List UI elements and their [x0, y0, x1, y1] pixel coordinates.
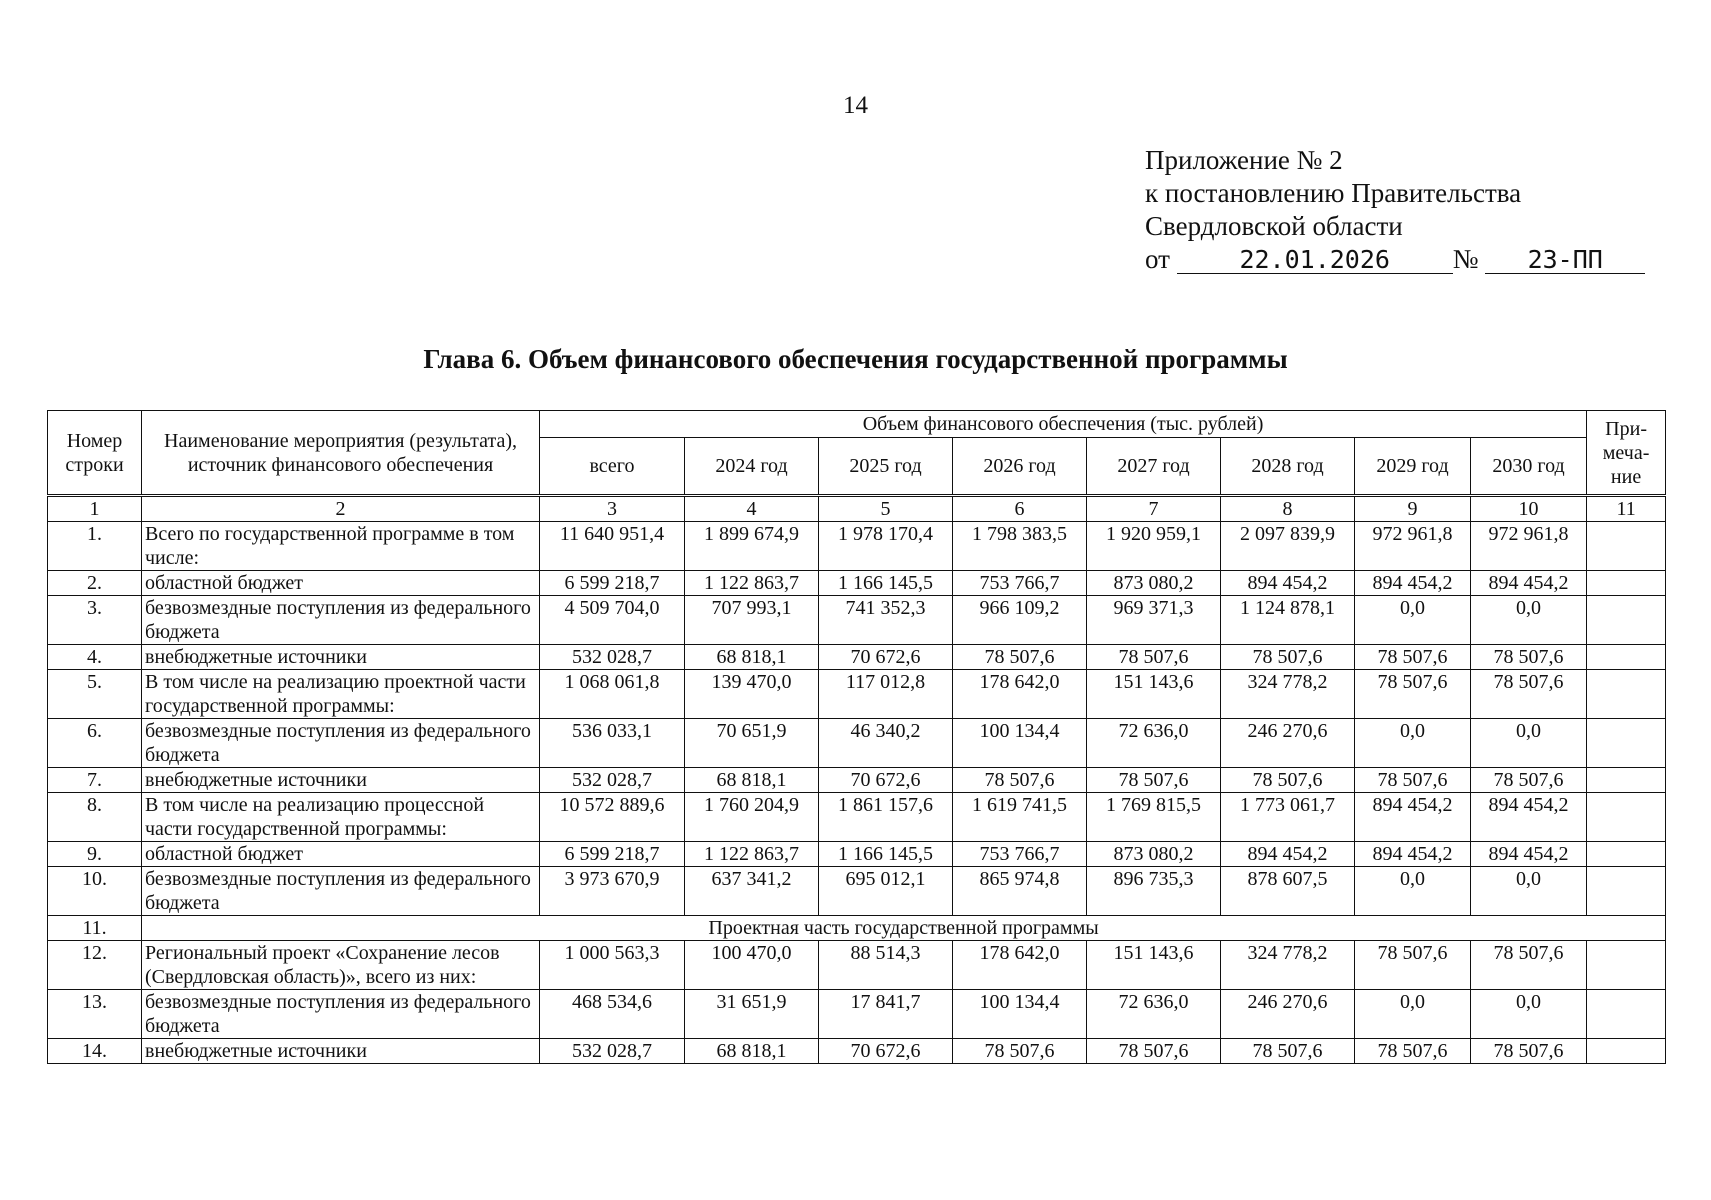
row-number: 10.: [48, 867, 142, 916]
annex-date-line: [1145, 243, 1645, 276]
column-number: 3: [540, 496, 685, 522]
cell-total: 10 572 889,6: [540, 793, 685, 842]
cell-year-value: 88 514,3: [819, 941, 953, 990]
cell-year-value: 878 607,5: [1221, 867, 1355, 916]
annex-title: Приложение № 2: [1145, 145, 1343, 175]
table-row: [48, 990, 1666, 1039]
cell-year-value: 246 270,6: [1221, 719, 1355, 768]
cell-total: 536 033,1: [540, 719, 685, 768]
row-name: Региональный проект «Сохранение лесов (Свердловская область)», всего из них:: [142, 941, 540, 990]
cell-year-value: 1 122 863,7: [685, 571, 819, 596]
table-row: [48, 670, 1666, 719]
header-year: 2027 год: [1087, 438, 1221, 496]
cell-year-value: 324 778,2: [1221, 670, 1355, 719]
row-name: внебюджетные источники: [142, 1039, 540, 1064]
cell-note: [1587, 596, 1666, 645]
cell-total: 6 599 218,7: [540, 842, 685, 867]
cell-year-value: 78 507,6: [953, 645, 1087, 670]
cell-year-value: 1 122 863,7: [685, 842, 819, 867]
column-number: 5: [819, 496, 953, 522]
cell-year-value: 151 143,6: [1087, 670, 1221, 719]
cell-year-value: 966 109,2: [953, 596, 1087, 645]
header-year: 2025 год: [819, 438, 953, 496]
column-number: 8: [1221, 496, 1355, 522]
resolution-number: 23-ПП: [1485, 247, 1645, 274]
cell-year-value: 78 507,6: [1087, 768, 1221, 793]
row-name: безвозмездные поступления из федерального бюджета: [142, 719, 540, 768]
cell-year-value: 1 861 157,6: [819, 793, 953, 842]
header-row-number: Номер строки: [48, 411, 142, 496]
cell-total: 468 534,6: [540, 990, 685, 1039]
table-row: [48, 719, 1666, 768]
cell-year-value: 78 507,6: [1355, 670, 1471, 719]
cell-year-value: 0,0: [1471, 867, 1587, 916]
cell-year-value: 72 636,0: [1087, 719, 1221, 768]
cell-note: [1587, 793, 1666, 842]
table-row: [48, 941, 1666, 990]
cell-year-value: 68 818,1: [685, 645, 819, 670]
cell-year-value: 117 012,8: [819, 670, 953, 719]
cell-total: 532 028,7: [540, 1039, 685, 1064]
cell-year-value: 78 507,6: [1221, 768, 1355, 793]
cell-year-value: 894 454,2: [1471, 842, 1587, 867]
cell-year-value: 1 760 204,9: [685, 793, 819, 842]
cell-year-value: 78 507,6: [1355, 941, 1471, 990]
cell-note: [1587, 990, 1666, 1039]
cell-year-value: 753 766,7: [953, 842, 1087, 867]
row-name: безвозмездные поступления из федерального бюджета: [142, 596, 540, 645]
cell-year-value: 151 143,6: [1087, 941, 1221, 990]
cell-year-value: 894 454,2: [1355, 571, 1471, 596]
cell-year-value: 972 961,8: [1471, 522, 1587, 571]
cell-year-value: 78 507,6: [1471, 670, 1587, 719]
cell-year-value: 178 642,0: [953, 941, 1087, 990]
row-number: 4.: [48, 645, 142, 670]
cell-total: 4 509 704,0: [540, 596, 685, 645]
header-year: 2028 год: [1221, 438, 1355, 496]
cell-year-value: 78 507,6: [1471, 941, 1587, 990]
cell-year-value: 2 097 839,9: [1221, 522, 1355, 571]
cell-total: 6 599 218,7: [540, 571, 685, 596]
cell-year-value: 1 166 145,5: [819, 571, 953, 596]
row-name: внебюджетные источники: [142, 645, 540, 670]
table-row: [48, 645, 1666, 670]
cell-year-value: 78 507,6: [1355, 1039, 1471, 1064]
cell-note: [1587, 719, 1666, 768]
cell-year-value: 72 636,0: [1087, 990, 1221, 1039]
cell-year-value: 896 735,3: [1087, 867, 1221, 916]
row-name: В том числе на реализацию процессной части государственной программы:: [142, 793, 540, 842]
header-year: 2029 год: [1355, 438, 1471, 496]
cell-year-value: 894 454,2: [1355, 793, 1471, 842]
header-year: 2026 год: [953, 438, 1087, 496]
table-section-row: [48, 916, 1666, 941]
column-number: 11: [1587, 496, 1666, 522]
cell-year-value: 637 341,2: [685, 867, 819, 916]
cell-year-value: 1 166 145,5: [819, 842, 953, 867]
table-row: [48, 768, 1666, 793]
header-note: При-меча-ние: [1587, 411, 1666, 496]
cell-year-value: 894 454,2: [1471, 793, 1587, 842]
cell-total: 3 973 670,9: [540, 867, 685, 916]
cell-year-value: 68 818,1: [685, 1039, 819, 1064]
header-year: 2030 год: [1471, 438, 1587, 496]
cell-note: [1587, 941, 1666, 990]
header-name: Наименование мероприятия (результата), источник финансового обеспечения: [142, 411, 540, 496]
cell-year-value: 972 961,8: [1355, 522, 1471, 571]
row-name: В том числе на реализацию проектной части государственной программы:: [142, 670, 540, 719]
cell-year-value: 70 672,6: [819, 1039, 953, 1064]
table-row: [48, 571, 1666, 596]
row-number: 12.: [48, 941, 142, 990]
row-number: 11.: [48, 916, 142, 941]
row-number: 9.: [48, 842, 142, 867]
annex-region: Свердловской области: [1145, 211, 1403, 241]
date-prefix: от: [1145, 244, 1170, 274]
row-number: 7.: [48, 768, 142, 793]
cell-note: [1587, 670, 1666, 719]
cell-note: [1587, 1039, 1666, 1064]
row-number: 5.: [48, 670, 142, 719]
column-number: 6: [953, 496, 1087, 522]
table-row: [48, 1039, 1666, 1064]
row-number: 14.: [48, 1039, 142, 1064]
cell-year-value: 0,0: [1355, 990, 1471, 1039]
cell-year-value: 17 841,7: [819, 990, 953, 1039]
cell-year-value: 0,0: [1471, 596, 1587, 645]
cell-total: 532 028,7: [540, 768, 685, 793]
column-number: 2: [142, 496, 540, 522]
cell-year-value: 31 651,9: [685, 990, 819, 1039]
page-number: 14: [843, 92, 868, 119]
chapter-title: Глава 6. Объем финансового обеспечения государственной программы: [423, 344, 1288, 374]
cell-year-value: 1 124 878,1: [1221, 596, 1355, 645]
row-number: 8.: [48, 793, 142, 842]
column-number: 4: [685, 496, 819, 522]
number-prefix: №: [1452, 244, 1479, 274]
cell-total: 532 028,7: [540, 645, 685, 670]
table-row: [48, 793, 1666, 842]
cell-year-value: 873 080,2: [1087, 842, 1221, 867]
cell-year-value: 707 993,1: [685, 596, 819, 645]
cell-year-value: 0,0: [1471, 719, 1587, 768]
header-year: 2024 год: [685, 438, 819, 496]
cell-note: [1587, 571, 1666, 596]
cell-note: [1587, 522, 1666, 571]
cell-year-value: 894 454,2: [1221, 571, 1355, 596]
cell-year-value: 1 773 061,7: [1221, 793, 1355, 842]
cell-year-value: 70 651,9: [685, 719, 819, 768]
row-name: областной бюджет: [142, 571, 540, 596]
cell-year-value: 753 766,7: [953, 571, 1087, 596]
cell-total: 1 068 061,8: [540, 670, 685, 719]
cell-year-value: 178 642,0: [953, 670, 1087, 719]
annex-reference: к постановлению Правительства: [1145, 178, 1522, 208]
annex-block: [1145, 144, 1645, 276]
cell-year-value: 139 470,0: [685, 670, 819, 719]
cell-year-value: 46 340,2: [819, 719, 953, 768]
cell-year-value: 1 978 170,4: [819, 522, 953, 571]
cell-year-value: 0,0: [1355, 596, 1471, 645]
cell-year-value: 695 012,1: [819, 867, 953, 916]
cell-year-value: 78 507,6: [1087, 645, 1221, 670]
cell-note: [1587, 842, 1666, 867]
cell-year-value: 1 899 674,9: [685, 522, 819, 571]
financing-table: [47, 410, 1666, 1064]
cell-year-value: 100 134,4: [953, 990, 1087, 1039]
row-number: 6.: [48, 719, 142, 768]
cell-year-value: 78 507,6: [953, 1039, 1087, 1064]
table-row: [48, 842, 1666, 867]
cell-year-value: 324 778,2: [1221, 941, 1355, 990]
cell-year-value: 1 619 741,5: [953, 793, 1087, 842]
cell-year-value: 1 920 959,1: [1087, 522, 1221, 571]
cell-year-value: 100 470,0: [685, 941, 819, 990]
cell-year-value: 894 454,2: [1221, 842, 1355, 867]
cell-note: [1587, 768, 1666, 793]
cell-year-value: 78 507,6: [1221, 1039, 1355, 1064]
row-name: безвозмездные поступления из федерального бюджета: [142, 867, 540, 916]
cell-year-value: 1 798 383,5: [953, 522, 1087, 571]
row-name: безвозмездные поступления из федерального бюджета: [142, 990, 540, 1039]
column-number: 9: [1355, 496, 1471, 522]
row-number: 3.: [48, 596, 142, 645]
cell-year-value: 969 371,3: [1087, 596, 1221, 645]
cell-note: [1587, 867, 1666, 916]
table-row: [48, 596, 1666, 645]
row-number: 2.: [48, 571, 142, 596]
cell-total: 1 000 563,3: [540, 941, 685, 990]
row-name: Всего по государственной программе в том числе:: [142, 522, 540, 571]
column-number: 10: [1471, 496, 1587, 522]
cell-year-value: 78 507,6: [953, 768, 1087, 793]
cell-year-value: 70 672,6: [819, 645, 953, 670]
cell-year-value: 894 454,2: [1471, 571, 1587, 596]
row-name: внебюджетные источники: [142, 768, 540, 793]
cell-year-value: 78 507,6: [1355, 645, 1471, 670]
cell-year-value: 78 507,6: [1471, 1039, 1587, 1064]
cell-year-value: 78 507,6: [1471, 645, 1587, 670]
cell-year-value: 0,0: [1355, 719, 1471, 768]
table-row: [48, 867, 1666, 916]
cell-total: 11 640 951,4: [540, 522, 685, 571]
cell-year-value: 894 454,2: [1355, 842, 1471, 867]
row-number: 13.: [48, 990, 142, 1039]
table-row: [48, 522, 1666, 571]
section-title: Проектная часть государственной программы: [142, 916, 1666, 941]
header-volume-group: Объем финансового обеспечения (тыс. рублей): [540, 411, 1587, 438]
column-number: 7: [1087, 496, 1221, 522]
column-number: 1: [48, 496, 142, 522]
cell-year-value: 70 672,6: [819, 768, 953, 793]
resolution-date: 22.01.2026: [1177, 247, 1453, 274]
cell-year-value: 0,0: [1355, 867, 1471, 916]
row-number: 1.: [48, 522, 142, 571]
row-name: областной бюджет: [142, 842, 540, 867]
cell-year-value: 68 818,1: [685, 768, 819, 793]
cell-year-value: 78 507,6: [1221, 645, 1355, 670]
cell-year-value: 1 769 815,5: [1087, 793, 1221, 842]
cell-year-value: 78 507,6: [1355, 768, 1471, 793]
cell-note: [1587, 645, 1666, 670]
column-number-row: [48, 496, 1666, 522]
cell-year-value: 873 080,2: [1087, 571, 1221, 596]
cell-year-value: 78 507,6: [1471, 768, 1587, 793]
header-total: всего: [540, 438, 685, 496]
cell-year-value: 100 134,4: [953, 719, 1087, 768]
cell-year-value: 865 974,8: [953, 867, 1087, 916]
cell-year-value: 0,0: [1471, 990, 1587, 1039]
cell-year-value: 741 352,3: [819, 596, 953, 645]
cell-year-value: 78 507,6: [1087, 1039, 1221, 1064]
cell-year-value: 246 270,6: [1221, 990, 1355, 1039]
